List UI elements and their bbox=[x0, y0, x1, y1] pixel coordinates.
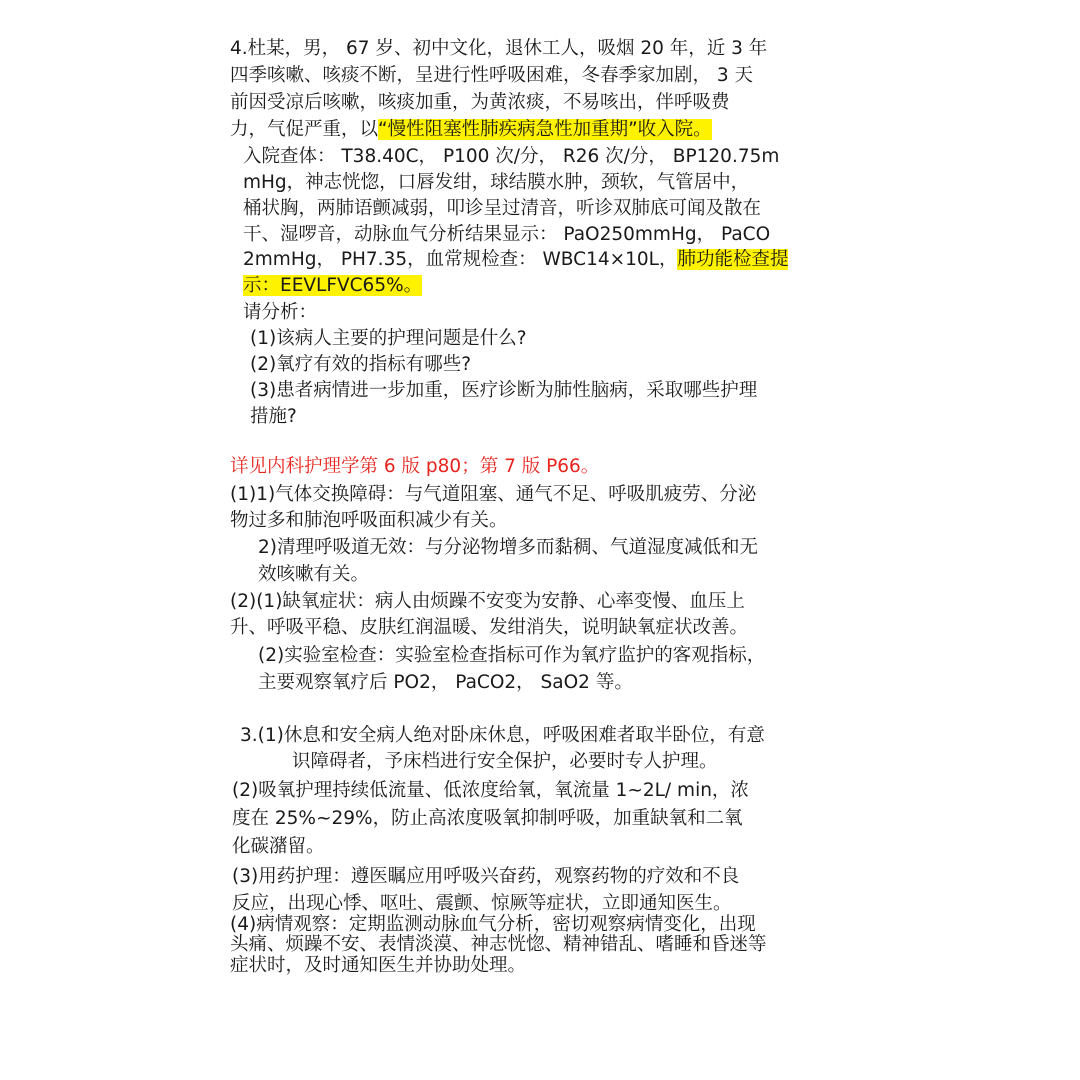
exam-line-5 bbox=[243, 247, 788, 273]
case-intro-line-2: 四季咳嗽、咳痰不断，呈进行性呼吸困难，冬春季家加剧， 3 天 bbox=[230, 65, 754, 86]
answer-3-line-8: (4)病情观察：定期监测动脉血气分析，密切观察病情变化，出现 bbox=[230, 914, 756, 935]
case-intro-line-3: 前因受凉后咳嗽，咳痰加重，为黄浓痰，不易咳出，伴呼吸费 bbox=[230, 92, 730, 113]
answer-3-line-6: (3)用药护理：遵医瞩应用呼吸兴奋药，观察药物的疗效和不良 bbox=[232, 866, 740, 887]
exam-line-6 bbox=[243, 273, 422, 299]
question-3-cont: 措施? bbox=[250, 406, 297, 427]
answer-3-line-2: 识障碍者，予床档进行安全保护，必要时专人护理。 bbox=[292, 751, 718, 772]
case-intro-line-4 bbox=[230, 117, 712, 143]
answer-3-line-4: 度在 25%~29%，防止高浓度吸氧抑制呼吸，加重缺氧和二氧 bbox=[232, 808, 743, 829]
answer-2-line-1: (2)(1)缺氧症状：病人由烦躁不安变为安静、心率变慢、血压上 bbox=[230, 591, 745, 612]
lung-function-highlight-2: 示：EEVLFVC65%。 bbox=[243, 275, 423, 296]
answer-3-line-9: 头痛、烦躁不安、表情淡漠、神志恍惚、精神错乱、嗜睡和昏迷等 bbox=[230, 934, 767, 955]
case-intro-line-1: 4.杜某，男， 67 岁、初中文化，退休工人，吸烟 20 年，近 3 年 bbox=[230, 38, 768, 59]
exam-line-5-text: 2mmHg， PH7.35，血常规检查： WBC14×10L， bbox=[243, 249, 678, 270]
question-2: (2)氧疗有效的指标有哪些? bbox=[250, 354, 472, 375]
answer-1-line-1: (1)1)气体交换障碍：与气道阻塞、通气不足、呼吸肌疲劳、分泌 bbox=[230, 484, 757, 505]
question-3: (3)患者病情进一步加重，医疗诊断为肺性脑病，采取哪些护理 bbox=[250, 380, 758, 401]
answer-1-line-4: 效咳嗽有关。 bbox=[258, 564, 370, 585]
answer-2-line-2: 升、呼吸平稳、皮肤红润温暖、发绀消失，说明缺氧症状改善。 bbox=[230, 617, 749, 638]
exam-line-1: 入院查体： T38.40C， P100 次/分， R26 次/分， BP120.75m bbox=[243, 146, 780, 167]
answer-3-line-1: 3.(1)休息和安全病人绝对卧床休息，呼吸困难者取半卧位，有意 bbox=[240, 725, 765, 746]
answer-3-line-10: 症状时，及时通知医生并协助处理。 bbox=[230, 955, 527, 976]
exam-line-3: 桶状胸，两肺语颤减弱，叩诊呈过清音，听诊双肺底可闻及散在 bbox=[243, 198, 762, 219]
diagnosis-highlight: “慢性阻塞性肺疾病急性加重期”收入院。 bbox=[378, 119, 712, 140]
exam-line-2: mHg，神志恍惚，口唇发绀，球结膜水肿，颈软，气管居中， bbox=[243, 172, 750, 193]
reference-note: 详见内科护理学第 6 版 p80；第 7 版 P66。 bbox=[230, 456, 600, 477]
answer-1-line-3: 2)清理呼吸道无效：与分泌物增多而黏稠、气道湿度减低和无 bbox=[258, 537, 758, 558]
answer-3-line-5: 化碳潴留。 bbox=[232, 836, 325, 857]
answer-3-line-7: 反应，出现心悸、呕吐、震颤、惊厥等症状，立即通知医生。 bbox=[232, 893, 732, 914]
case-intro-line-4-text: 力，气促严重，以 bbox=[230, 119, 379, 140]
exam-line-4: 干、湿啰音，动脉血气分析结果显示： PaO250mmHg， PaCO bbox=[243, 224, 771, 245]
answer-2-line-4: 主要观察氧疗后 PO2， PaCO2， SaO2 等。 bbox=[258, 672, 633, 693]
answer-2-line-3: (2)实验室检查：实验室检查指标可作为氧疗监护的客观指标， bbox=[258, 645, 766, 666]
question-1: (1)该病人主要的护理问题是什么? bbox=[250, 328, 527, 349]
answer-3-line-3: (2)吸氧护理持续低流量、低浓度给氧，氧流量 1~2L/ min，浓 bbox=[232, 780, 749, 801]
answer-1-line-2: 物过多和肺泡呼吸面积减少有关。 bbox=[230, 510, 508, 531]
lung-function-highlight-1: 肺功能检查提 bbox=[677, 249, 789, 270]
analysis-label: 请分析： bbox=[243, 302, 318, 323]
